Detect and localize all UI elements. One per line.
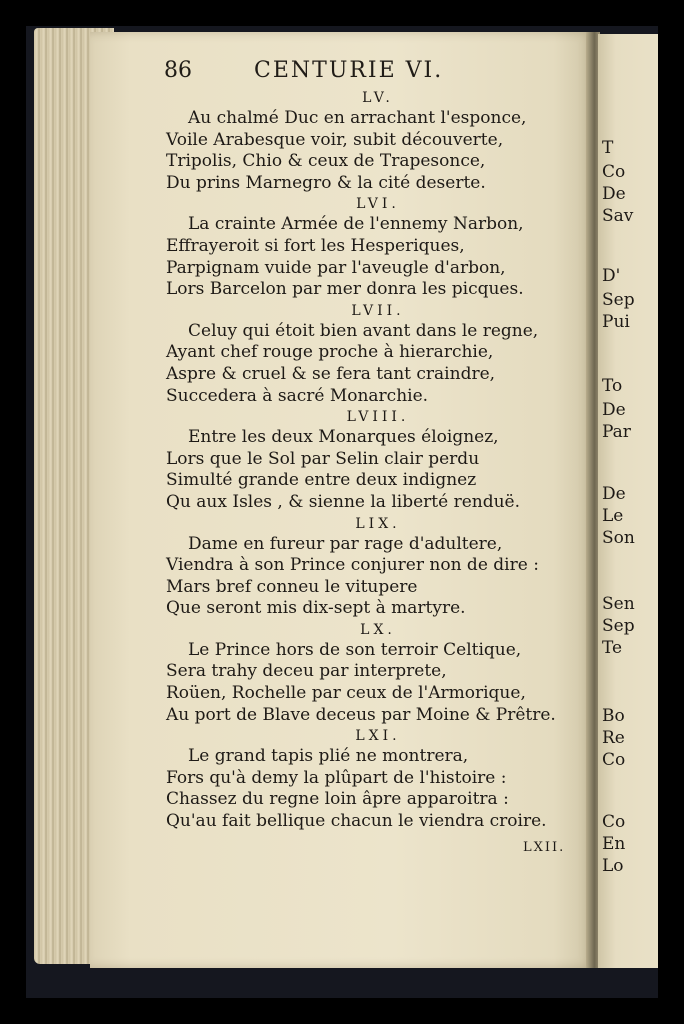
facing-page-text: Par bbox=[602, 422, 631, 442]
verse-line: Que seront mis dix-sept à martyre. bbox=[166, 598, 466, 619]
running-head: CENTURIE VI. bbox=[254, 58, 444, 83]
facing-page-text: T bbox=[602, 138, 614, 158]
quatrain-number: LVII. bbox=[351, 302, 405, 319]
facing-page-text: De bbox=[602, 184, 626, 204]
verse-line: Celuy qui étoit bien avant dans le regne, bbox=[188, 320, 539, 341]
facing-page-text: Re bbox=[602, 728, 625, 748]
verse-line: Qu'au fait bellique chacun le viendra croire. bbox=[166, 811, 547, 832]
verse-line: Aspre & cruel & se fera tant craindre, bbox=[166, 363, 496, 384]
book-scan bbox=[26, 26, 658, 998]
quatrain-number: LIX. bbox=[355, 515, 401, 532]
verse-line: Voile Arabesque voir, subit découverte, bbox=[166, 129, 504, 150]
facing-page-text: Te bbox=[602, 638, 623, 658]
quatrain-number: LVIII. bbox=[346, 409, 410, 426]
verse-line: Entre les deux Monarques éloignez, bbox=[188, 427, 499, 448]
verse-line: Mars bref conneu le vitupere bbox=[166, 576, 418, 597]
verse-line: Ayant chef rouge proche à hierarchie, bbox=[166, 342, 494, 363]
facing-page-text: Co bbox=[602, 750, 626, 770]
verse-line: Qu aux Isles , & sienne la liberté renduë. bbox=[166, 491, 521, 512]
verse-line: Au port de Blave deceus par Moine & Prêtre. bbox=[166, 704, 556, 725]
quatrain-number: LV. bbox=[362, 90, 394, 106]
verse-line: Lors que le Sol par Selin clair perdu bbox=[166, 448, 480, 469]
quatrain-number: LX. bbox=[360, 621, 396, 638]
facing-page-text: Co bbox=[602, 812, 626, 832]
verse-line: Dame en fureur par rage d'adultere, bbox=[188, 533, 503, 554]
verse-line: Le grand tapis plié ne montrera, bbox=[188, 746, 469, 767]
verse-line: Du prins Marnegro & la cité deserte. bbox=[166, 172, 486, 193]
facing-page-text: De bbox=[602, 484, 626, 504]
verse-line: Le Prince hors de son terroir Celtique, bbox=[188, 639, 522, 660]
verse-line: Effrayeroit si fort les Hesperiques, bbox=[166, 235, 465, 256]
quatrain-number: LXI. bbox=[355, 728, 401, 745]
verse-line: Fors qu'à demy la plûpart de l'histoire : bbox=[166, 767, 507, 788]
verse-line: Tripolis, Chio & ceux de Trapesonce, bbox=[166, 151, 486, 172]
verse-line: Viendra à son Prince conjurer non de dire : bbox=[166, 555, 539, 576]
verse-line: Roüen, Rochelle par ceux de l'Armorique, bbox=[166, 683, 526, 704]
facing-page-text: Le bbox=[602, 506, 624, 526]
right-page-fragment bbox=[598, 34, 658, 968]
facing-page-text: Lo bbox=[602, 856, 624, 876]
verse-line: Chassez du regne loin âpre apparoitra : bbox=[166, 789, 509, 810]
verse-line: Sera trahy deceu par interprete, bbox=[166, 661, 447, 682]
page-number: 86 bbox=[164, 58, 192, 83]
verse-line: Au chalmé Duc en arrachant l'esponce, bbox=[188, 108, 527, 128]
verse-line: Lors Barcelon par mer donra les picques. bbox=[166, 279, 524, 300]
facing-page-text: To bbox=[602, 376, 623, 396]
facing-page-text: Sep bbox=[602, 290, 635, 310]
facing-page-text: Bo bbox=[602, 706, 625, 726]
catchword: LXII. bbox=[523, 840, 566, 855]
verse-line: Parpignam vuide par l'aveugle d'arbon, bbox=[166, 257, 506, 278]
facing-page-text: D' bbox=[602, 266, 621, 286]
verse-line: Simulté grande entre deux indignez bbox=[166, 470, 477, 491]
facing-page-text: Son bbox=[602, 528, 635, 548]
facing-page-text: Pui bbox=[602, 312, 630, 332]
facing-page-text: Co bbox=[602, 162, 626, 182]
verse-line: La crainte Armée de l'ennemy Narbon, bbox=[188, 214, 524, 235]
facing-page-text: Sav bbox=[602, 206, 634, 226]
verse-line: Succedera à sacré Monarchie. bbox=[166, 385, 429, 406]
facing-page-text: Sep bbox=[602, 616, 635, 636]
facing-page-text: Sen bbox=[602, 594, 635, 614]
facing-page-text: En bbox=[602, 834, 626, 854]
facing-page-text: De bbox=[602, 400, 626, 420]
quatrain-text bbox=[166, 88, 576, 833]
quatrain-number: LVI. bbox=[356, 196, 400, 213]
